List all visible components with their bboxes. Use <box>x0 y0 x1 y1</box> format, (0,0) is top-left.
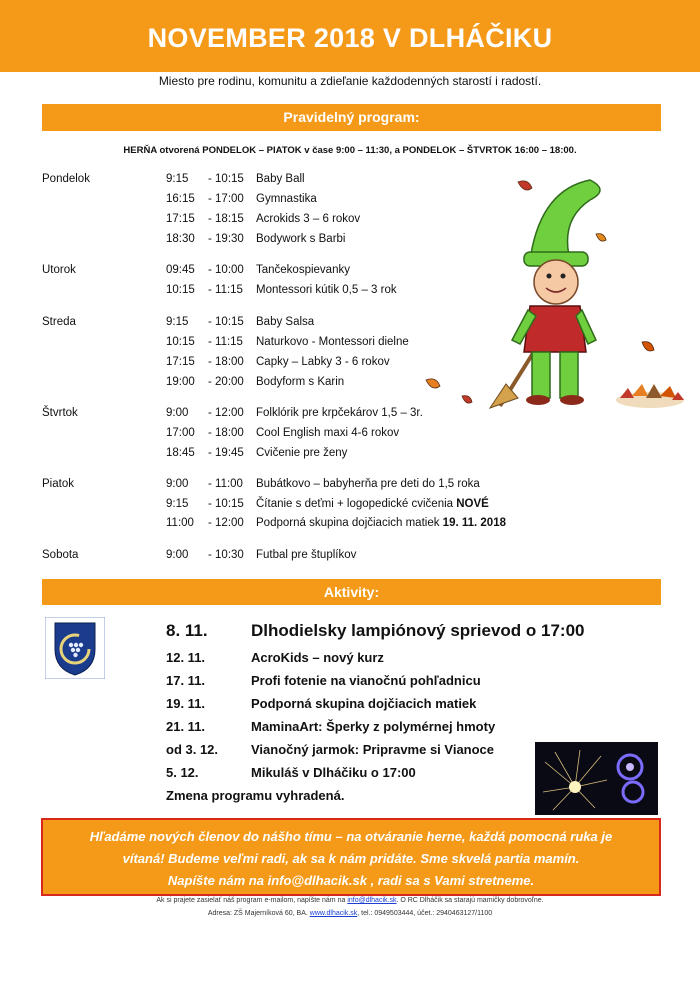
volunteer-notice: Hľadáme nových členov do nášho tímu – na otváranie herne, každá pomocná ruka je vítaná! Budeme veľmi radi, ak sa k nám pridáte. Sme skvelá partia mamín. Napíšte nám na info@dlhacik.sk , radi sa s Vami stretneme. <box>41 818 661 896</box>
herna-hours: HERŇA otvorená PONDELOK – PIATOK v čase 9:00 – 11:30, a PONDELOK – ŠTVRTOK 16:00 – 18:00. <box>123 145 577 156</box>
leaf-pile <box>616 384 684 408</box>
date-highlight: 19. 11. 2018 <box>442 517 506 529</box>
gnome-raking-leaves-illustration <box>420 170 690 420</box>
crest-logo <box>45 617 105 679</box>
new-badge: NOVÉ <box>456 498 489 510</box>
day-label: Piatok <box>42 478 74 490</box>
website-link[interactable]: www.dlhacik.sk <box>309 910 358 917</box>
activities-heading: Aktivity: <box>42 579 661 605</box>
sparkler-lantern-photo <box>535 742 658 815</box>
day-label: Štvrtok <box>42 407 78 419</box>
subtitle: Miesto pre rodinu, komunitu a zdieľanie každodenných starostí i radostí. <box>158 74 542 88</box>
gnome-figure <box>490 180 600 408</box>
program-heading: Pravidelný program: <box>42 104 661 131</box>
day-label: Utorok <box>42 264 76 276</box>
program-change-note: Zmena programu vyhradená. <box>166 788 345 803</box>
email-link[interactable]: info@dlhacik.sk <box>347 897 397 904</box>
day-label: Sobota <box>42 549 79 561</box>
footer-newsletter: Ak si prajete zasielať náš program e-mailom, napíšte nám na info@dlhacik.sk. O RC Dlháčik sa starajú mamičky dobrovoľne. <box>156 897 544 904</box>
day-label: Streda <box>42 316 76 328</box>
day-label: Pondelok <box>42 173 90 185</box>
footer-address: Adresa: ZŠ Majerníková 60, BA. www.dlhacik.sk, tel.: 0949503444, účet.: 2940463127/1100 <box>207 910 493 917</box>
page-title: NOVEMBER 2018 V DLHÁČIKU <box>0 0 700 72</box>
